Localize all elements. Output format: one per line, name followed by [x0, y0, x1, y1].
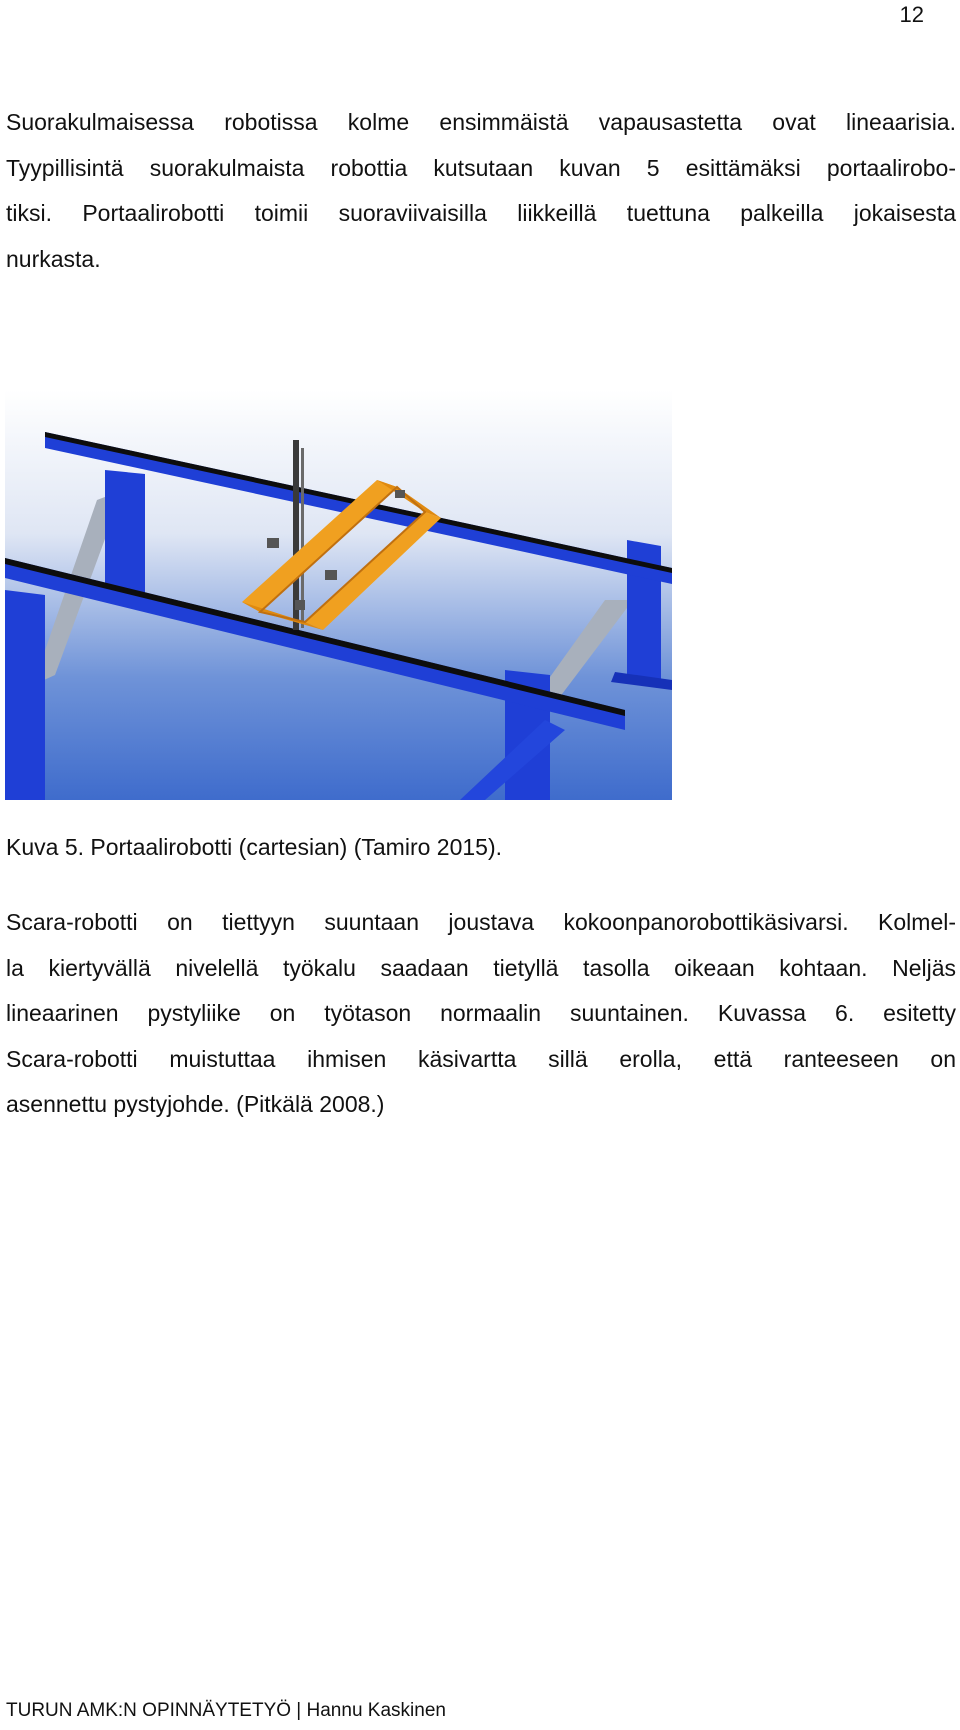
paragraph-line: Scara-robotti on tiettyyn suuntaan joustava kokoonpanorobottikäsivarsi. Kolmel-	[6, 909, 956, 935]
paragraph-line: asennettu pystyjohde. (Pitkälä 2008.)	[6, 1091, 385, 1117]
gantry-robot-figure	[5, 390, 672, 800]
paragraph-line: Suorakulmaisessa robotissa kolme ensimmäistä vapausastetta ovat lineaarisia.	[6, 109, 956, 135]
gantry-robot-illustration	[5, 390, 672, 800]
page-footer: TURUN AMK:N OPINNÄYTETYÖ | Hannu Kaskinen	[6, 1700, 446, 1721]
paragraph-line: la kiertyvällä nivelellä työkalu saadaan tietyllä tasolla oikeaan kohtaan. Neljäs	[6, 954, 956, 981]
paragraph-cartesian-robot	[6, 100, 956, 282]
paragraph-scara-robot	[6, 900, 956, 1128]
paragraph-line: nurkasta.	[6, 245, 101, 272]
paragraph-line: tiksi. Portaalirobotti toimii suoraviivaisilla liikkeillä tuettuna palkeilla jokaisesta	[6, 200, 956, 226]
page-number: 12	[899, 2, 924, 27]
paragraph-line: Scara-robotti muistuttaa ihmisen käsivartta sillä erolla, että ranteeseen on	[6, 1045, 956, 1072]
paragraph-line: Tyypillisintä suorakulmaista robottia kutsutaan kuvan 5 esittämäksi portaalirobo-	[6, 154, 956, 181]
figure-caption: Kuva 5. Portaalirobotti (cartesian) (Tamiro 2015).	[6, 834, 502, 860]
paragraph-line: lineaarinen pystyliike on työtason normaalin suuntainen. Kuvassa 6. esitetty	[6, 1000, 956, 1026]
